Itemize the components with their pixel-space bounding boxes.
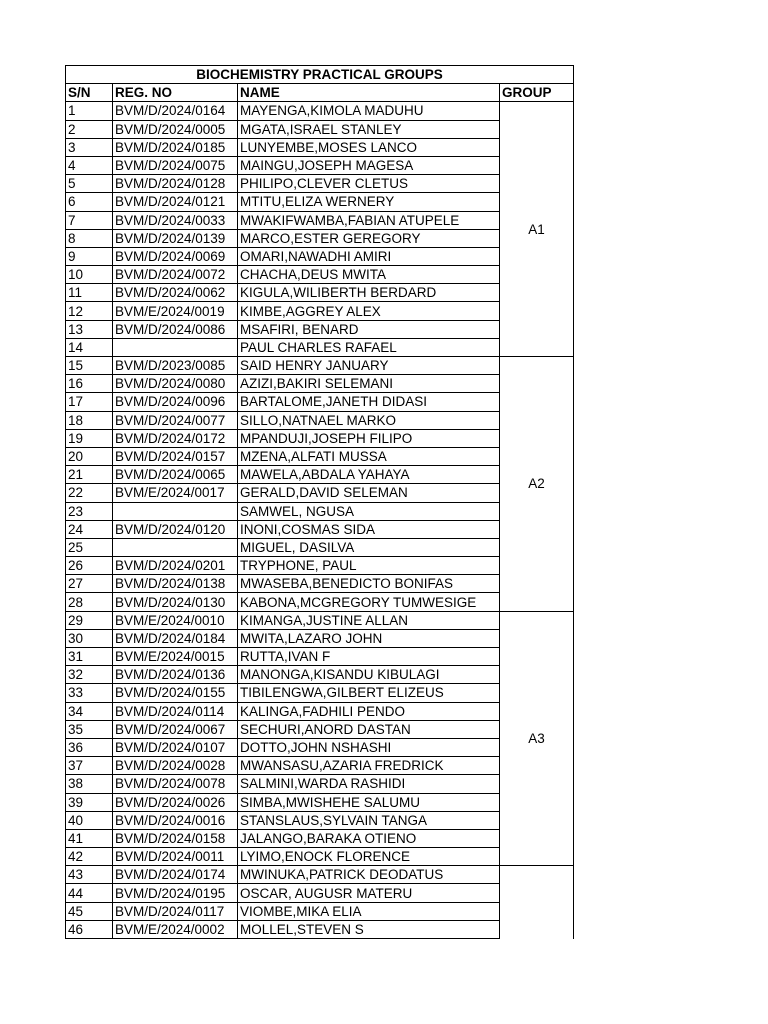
cell-sn: 31 bbox=[66, 648, 113, 666]
cell-sn: 24 bbox=[66, 520, 113, 538]
table-row bbox=[66, 156, 574, 174]
cell-reg-no: BVM/D/2024/0077 bbox=[113, 411, 238, 429]
table-row bbox=[66, 211, 574, 229]
cell-name: LUNYEMBE,MOSES LANCO bbox=[238, 138, 500, 156]
cell-sn: 13 bbox=[66, 320, 113, 338]
table-row bbox=[66, 302, 574, 320]
cell-name: KIGULA,WILIBERTH BERDARD bbox=[238, 284, 500, 302]
cell-reg-no: BVM/D/2024/0080 bbox=[113, 375, 238, 393]
cell-name: AZIZI,BAKIRI SELEMANI bbox=[238, 375, 500, 393]
cell-sn: 15 bbox=[66, 357, 113, 375]
cell-reg-no: BVM/D/2024/0075 bbox=[113, 156, 238, 174]
table-row bbox=[66, 902, 574, 920]
cell-sn: 43 bbox=[66, 866, 113, 884]
cell-group: A2 bbox=[500, 357, 574, 612]
cell-reg-no: BVM/D/2024/0136 bbox=[113, 666, 238, 684]
cell-name: MWASEBA,BENEDICTO BONIFAS bbox=[238, 575, 500, 593]
header-sn: S/N bbox=[66, 84, 113, 102]
cell-sn: 7 bbox=[66, 211, 113, 229]
cell-reg-no: BVM/D/2024/0195 bbox=[113, 884, 238, 902]
table-body bbox=[66, 102, 574, 939]
cell-sn: 40 bbox=[66, 811, 113, 829]
cell-sn: 1 bbox=[66, 102, 113, 120]
cell-name: TRYPHONE, PAUL bbox=[238, 557, 500, 575]
cell-name: KABONA,MCGREGORY TUMWESIGE bbox=[238, 593, 500, 611]
cell-name: OMARI,NAWADHI AMIRI bbox=[238, 247, 500, 265]
cell-name: PHILIPO,CLEVER CLETUS bbox=[238, 175, 500, 193]
cell-reg-no: BVM/D/2024/0028 bbox=[113, 757, 238, 775]
cell-reg-no: BVM/D/2024/0130 bbox=[113, 593, 238, 611]
cell-sn: 26 bbox=[66, 557, 113, 575]
cell-name: MTITU,ELIZA WERNERY bbox=[238, 193, 500, 211]
cell-name: MWINUKA,PATRICK DEODATUS bbox=[238, 866, 500, 884]
cell-reg-no: BVM/D/2024/0121 bbox=[113, 193, 238, 211]
table-row bbox=[66, 520, 574, 538]
cell-sn: 20 bbox=[66, 447, 113, 465]
cell-reg-no: BVM/D/2024/0157 bbox=[113, 447, 238, 465]
cell-name: SILLO,NATNAEL MARKO bbox=[238, 411, 500, 429]
table-row bbox=[66, 120, 574, 138]
cell-name: KIMANGA,JUSTINE ALLAN bbox=[238, 611, 500, 629]
cell-sn: 6 bbox=[66, 193, 113, 211]
table-row bbox=[66, 447, 574, 465]
cell-reg-no: BVM/D/2024/0086 bbox=[113, 320, 238, 338]
cell-name: MWITA,LAZARO JOHN bbox=[238, 629, 500, 647]
table-row bbox=[66, 411, 574, 429]
cell-sn: 25 bbox=[66, 538, 113, 556]
cell-sn: 5 bbox=[66, 175, 113, 193]
cell-name: RUTTA,IVAN F bbox=[238, 648, 500, 666]
table-row bbox=[66, 848, 574, 866]
table-row bbox=[66, 266, 574, 284]
cell-name: MAINGU,JOSEPH MAGESA bbox=[238, 156, 500, 174]
header-group: GROUP bbox=[500, 84, 574, 102]
table-row bbox=[66, 629, 574, 647]
cell-sn: 12 bbox=[66, 302, 113, 320]
cell-name: MGATA,ISRAEL STANLEY bbox=[238, 120, 500, 138]
cell-name: SIMBA,MWISHEHE SALUMU bbox=[238, 793, 500, 811]
cell-reg-no: BVM/D/2024/0184 bbox=[113, 629, 238, 647]
table-row bbox=[66, 775, 574, 793]
cell-reg-no: BVM/D/2024/0078 bbox=[113, 775, 238, 793]
cell-name: MWANSASU,AZARIA FREDRICK bbox=[238, 757, 500, 775]
cell-name: TIBILENGWA,GILBERT ELIZEUS bbox=[238, 684, 500, 702]
table-row bbox=[66, 684, 574, 702]
cell-sn: 45 bbox=[66, 902, 113, 920]
table-row bbox=[66, 538, 574, 556]
cell-sn: 18 bbox=[66, 411, 113, 429]
cell-reg-no: BVM/D/2024/0120 bbox=[113, 520, 238, 538]
cell-sn: 35 bbox=[66, 720, 113, 738]
table-row bbox=[66, 611, 574, 629]
cell-sn: 46 bbox=[66, 920, 113, 938]
cell-reg-no: BVM/D/2024/0164 bbox=[113, 102, 238, 120]
cell-name: BARTALOME,JANETH DIDASI bbox=[238, 393, 500, 411]
cell-reg-no: BVM/D/2024/0096 bbox=[113, 393, 238, 411]
title-row bbox=[66, 66, 574, 84]
cell-name: KIMBE,AGGREY ALEX bbox=[238, 302, 500, 320]
table-row bbox=[66, 338, 574, 356]
cell-name: JALANGO,BARAKA OTIENO bbox=[238, 829, 500, 847]
cell-name: MANONGA,KISANDU KIBULAGI bbox=[238, 666, 500, 684]
cell-reg-no bbox=[113, 502, 238, 520]
cell-reg-no: BVM/D/2024/0005 bbox=[113, 120, 238, 138]
practical-groups-table bbox=[65, 65, 574, 939]
cell-sn: 37 bbox=[66, 757, 113, 775]
table-row bbox=[66, 920, 574, 938]
table-row bbox=[66, 247, 574, 265]
cell-name: MSAFIRI, BENARD bbox=[238, 320, 500, 338]
table-row bbox=[66, 393, 574, 411]
cell-name: KALINGA,FADHILI PENDO bbox=[238, 702, 500, 720]
cell-sn: 29 bbox=[66, 611, 113, 629]
cell-reg-no: BVM/D/2024/0072 bbox=[113, 266, 238, 284]
cell-name: OSCAR, AUGUSR MATERU bbox=[238, 884, 500, 902]
cell-group: A3 bbox=[500, 611, 574, 866]
table-row bbox=[66, 229, 574, 247]
cell-sn: 33 bbox=[66, 684, 113, 702]
cell-name: VIOMBE,MIKA ELIA bbox=[238, 902, 500, 920]
cell-name: MAWELA,ABDALA YAHAYA bbox=[238, 466, 500, 484]
cell-name: SAID HENRY JANUARY bbox=[238, 357, 500, 375]
cell-name: PAUL CHARLES RAFAEL bbox=[238, 338, 500, 356]
cell-reg-no: BVM/E/2024/0015 bbox=[113, 648, 238, 666]
cell-reg-no: BVM/D/2024/0067 bbox=[113, 720, 238, 738]
cell-name: GERALD,DAVID SELEMAN bbox=[238, 484, 500, 502]
cell-reg-no: BVM/D/2024/0065 bbox=[113, 466, 238, 484]
header-name: NAME bbox=[238, 84, 500, 102]
table-row bbox=[66, 284, 574, 302]
cell-reg-no: BVM/D/2024/0139 bbox=[113, 229, 238, 247]
cell-name: STANSLAUS,SYLVAIN TANGA bbox=[238, 811, 500, 829]
cell-name: LYIMO,ENOCK FLORENCE bbox=[238, 848, 500, 866]
cell-reg-no: BVM/D/2024/0114 bbox=[113, 702, 238, 720]
header-row bbox=[66, 84, 574, 102]
table-row bbox=[66, 502, 574, 520]
table-row bbox=[66, 357, 574, 375]
cell-name: SECHURI,ANORD DASTAN bbox=[238, 720, 500, 738]
table-row bbox=[66, 884, 574, 902]
table-row bbox=[66, 484, 574, 502]
table-row bbox=[66, 648, 574, 666]
table-row bbox=[66, 738, 574, 756]
table-row bbox=[66, 320, 574, 338]
cell-reg-no: BVM/D/2024/0138 bbox=[113, 575, 238, 593]
cell-reg-no bbox=[113, 538, 238, 556]
table-row bbox=[66, 720, 574, 738]
cell-reg-no: BVM/D/2024/0011 bbox=[113, 848, 238, 866]
cell-name: MARCO,ESTER GEREGORY bbox=[238, 229, 500, 247]
cell-sn: 4 bbox=[66, 156, 113, 174]
cell-name: DOTTO,JOHN NSHASHI bbox=[238, 738, 500, 756]
table-row bbox=[66, 829, 574, 847]
table-row bbox=[66, 175, 574, 193]
cell-reg-no bbox=[113, 338, 238, 356]
cell-sn: 36 bbox=[66, 738, 113, 756]
cell-reg-no: BVM/D/2024/0107 bbox=[113, 738, 238, 756]
cell-sn: 3 bbox=[66, 138, 113, 156]
cell-sn: 2 bbox=[66, 120, 113, 138]
cell-sn: 17 bbox=[66, 393, 113, 411]
table-row bbox=[66, 138, 574, 156]
table-row bbox=[66, 593, 574, 611]
cell-sn: 34 bbox=[66, 702, 113, 720]
cell-name: MZENA,ALFATI MUSSA bbox=[238, 447, 500, 465]
cell-sn: 28 bbox=[66, 593, 113, 611]
cell-name: MIGUEL, DASILVA bbox=[238, 538, 500, 556]
cell-reg-no: BVM/D/2023/0085 bbox=[113, 357, 238, 375]
cell-sn: 38 bbox=[66, 775, 113, 793]
cell-sn: 41 bbox=[66, 829, 113, 847]
cell-name: MPANDUJI,JOSEPH FILIPO bbox=[238, 429, 500, 447]
cell-sn: 30 bbox=[66, 629, 113, 647]
cell-reg-no: BVM/E/2024/0017 bbox=[113, 484, 238, 502]
cell-reg-no: BVM/D/2024/0174 bbox=[113, 866, 238, 884]
cell-reg-no: BVM/D/2024/0158 bbox=[113, 829, 238, 847]
cell-sn: 22 bbox=[66, 484, 113, 502]
table-row bbox=[66, 702, 574, 720]
cell-sn: 42 bbox=[66, 848, 113, 866]
cell-name: SALMINI,WARDA RASHIDI bbox=[238, 775, 500, 793]
cell-reg-no: BVM/D/2024/0069 bbox=[113, 247, 238, 265]
cell-reg-no: BVM/D/2024/0026 bbox=[113, 793, 238, 811]
table-row bbox=[66, 575, 574, 593]
cell-reg-no: BVM/D/2024/0172 bbox=[113, 429, 238, 447]
cell-name: INONI,COSMAS SIDA bbox=[238, 520, 500, 538]
cell-sn: 32 bbox=[66, 666, 113, 684]
cell-reg-no: BVM/E/2024/0002 bbox=[113, 920, 238, 938]
cell-reg-no: BVM/D/2024/0117 bbox=[113, 902, 238, 920]
cell-name: CHACHA,DEUS MWITA bbox=[238, 266, 500, 284]
cell-sn: 16 bbox=[66, 375, 113, 393]
cell-reg-no: BVM/D/2024/0128 bbox=[113, 175, 238, 193]
cell-reg-no: BVM/E/2024/0019 bbox=[113, 302, 238, 320]
table-row bbox=[66, 757, 574, 775]
cell-sn: 10 bbox=[66, 266, 113, 284]
cell-sn: 23 bbox=[66, 502, 113, 520]
cell-sn: 11 bbox=[66, 284, 113, 302]
cell-name: MOLLEL,STEVEN S bbox=[238, 920, 500, 938]
cell-reg-no: BVM/D/2024/0016 bbox=[113, 811, 238, 829]
cell-group bbox=[500, 866, 574, 939]
cell-sn: 9 bbox=[66, 247, 113, 265]
table-row bbox=[66, 557, 574, 575]
cell-reg-no: BVM/D/2024/0033 bbox=[113, 211, 238, 229]
table-row bbox=[66, 102, 574, 120]
cell-sn: 39 bbox=[66, 793, 113, 811]
table-row bbox=[66, 793, 574, 811]
table-row bbox=[66, 811, 574, 829]
cell-sn: 21 bbox=[66, 466, 113, 484]
table-row bbox=[66, 375, 574, 393]
cell-name: SAMWEL, NGUSA bbox=[238, 502, 500, 520]
table-row bbox=[66, 666, 574, 684]
cell-name: MAYENGA,KIMOLA MADUHU bbox=[238, 102, 500, 120]
cell-reg-no: BVM/D/2024/0155 bbox=[113, 684, 238, 702]
cell-reg-no: BVM/E/2024/0010 bbox=[113, 611, 238, 629]
cell-sn: 27 bbox=[66, 575, 113, 593]
table-row bbox=[66, 193, 574, 211]
cell-sn: 8 bbox=[66, 229, 113, 247]
table-row bbox=[66, 429, 574, 447]
cell-sn: 44 bbox=[66, 884, 113, 902]
cell-sn: 14 bbox=[66, 338, 113, 356]
cell-reg-no: BVM/D/2024/0201 bbox=[113, 557, 238, 575]
cell-reg-no: BVM/D/2024/0185 bbox=[113, 138, 238, 156]
cell-name: MWAKIFWAMBA,FABIAN ATUPELE bbox=[238, 211, 500, 229]
cell-reg-no: BVM/D/2024/0062 bbox=[113, 284, 238, 302]
sheet-title: BIOCHEMISTRY PRACTICAL GROUPS bbox=[66, 66, 574, 84]
header-reg-no: REG. NO bbox=[113, 84, 238, 102]
table-row bbox=[66, 866, 574, 884]
cell-group: A1 bbox=[500, 102, 574, 357]
table-row bbox=[66, 466, 574, 484]
cell-sn: 19 bbox=[66, 429, 113, 447]
